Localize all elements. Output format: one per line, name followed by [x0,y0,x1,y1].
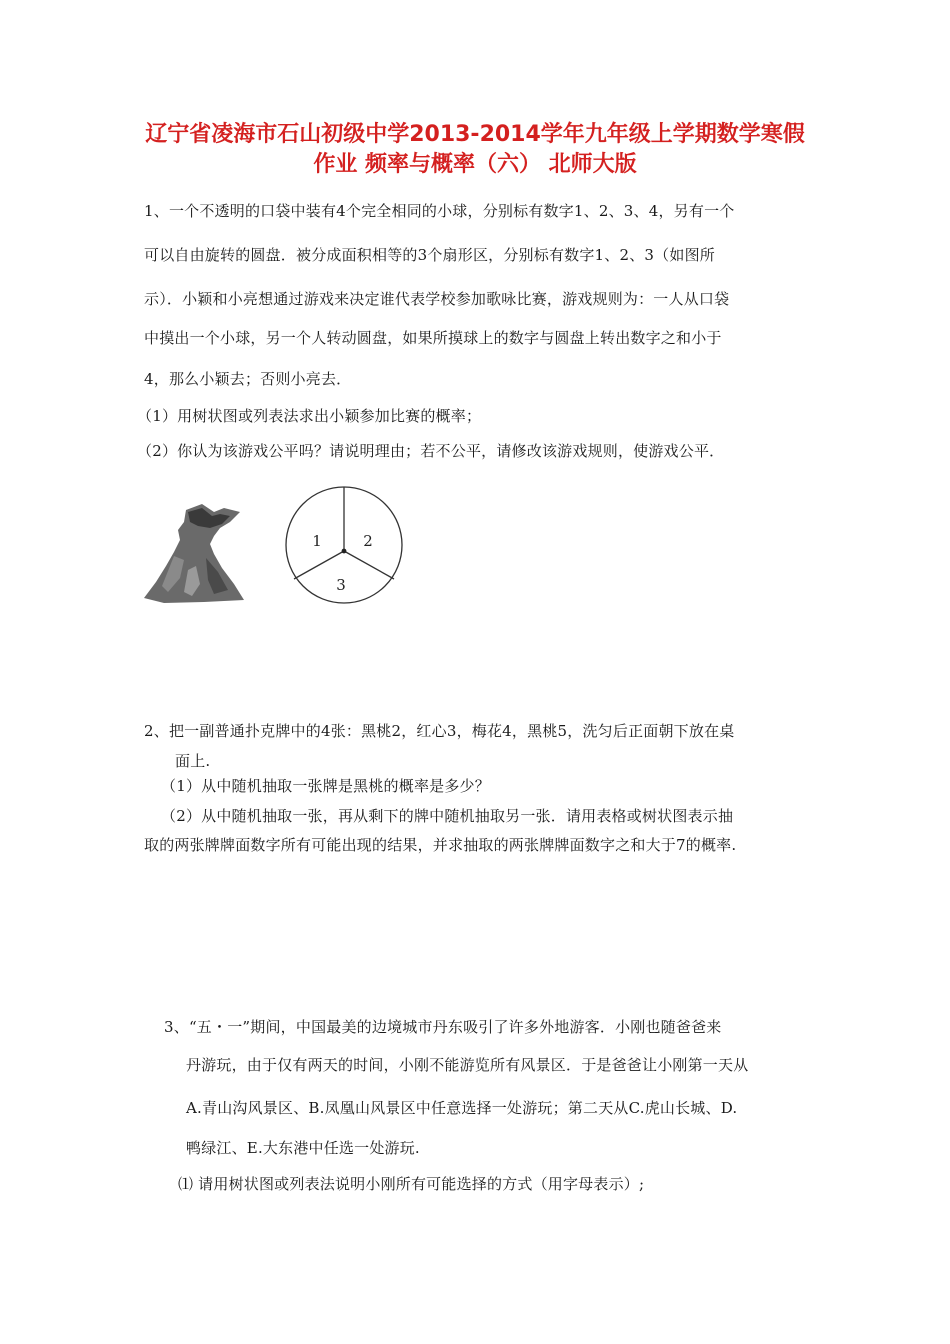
spinner-center-dot [342,549,347,554]
spinner-label-3: 3 [336,576,346,594]
q1-text-line-5: 4，那么小颖去；否则小亮去． [144,370,352,388]
q2-text-line-2: 面上. [175,752,211,770]
q2-subquestion-2-line-2: 取的两张牌牌面数字所有可能出现的结果，并求抽取的两张牌牌面数字之和大于7的概率. [144,836,737,854]
q1-text-line-2: 可以自由旋转的圆盘．被分成面积相等的3个扇形区，分别标有数字1、2、3（如图所 [144,246,715,264]
document-title [130,120,820,180]
q1-text-line-4: 中摸出一个小球，另一个人转动圆盘，如果所摸球上的数字与圆盘上转出数字之和小于 [144,329,722,347]
q3-text-line-1: 3、“五・一”期间，中国最美的边境城市丹东吸引了许多外地游客．小刚也随爸爸来 [164,1018,722,1036]
q2-subquestion-1: （1）从中随机抽取一张牌是黑桃的概率是多少？ [161,777,490,795]
title-line-1: 辽宁省凌海市石山初级中学2013-2014学年九年级上学期数学寒假 [145,122,805,147]
spinner-label-1: 1 [312,532,322,550]
q3-text-line-3: A.青山沟风景区、B.凤凰山风景区中任意选择一处游玩；第二天从C.虎山长城、D. [186,1099,738,1117]
spinner-disc [283,484,405,606]
q2-text-line-1: 2、把一副普通扑克牌中的4张：黑桃2，红心3，梅花4，黑桃5，洗匀后正面朝下放在桌 [144,722,735,740]
ball-bag-image [144,500,246,604]
title-line-2: 作业 频率与概率（六） 北师大版 [313,152,637,177]
q3-subquestion-1: ⑴ 请用树状图或列表法说明小刚所有可能选择的方式（用字母表示）; [178,1175,645,1193]
spinner-label-2: 2 [363,532,373,550]
q1-subquestion-1: （1）用树状图或列表法求出小颖参加比赛的概率； [137,407,482,425]
q3-text-line-4: 鸭绿江、E.大东港中任选一处游玩. [186,1139,420,1157]
q3-text-line-2: 丹游玩，由于仅有两天的时间，小刚不能游览所有风景区．于是爸爸让小刚第一天从 [186,1056,749,1074]
q2-subquestion-2-line-1: （2）从中随机抽取一张，再从剩下的牌中随机抽取另一张．请用表格或树状图表示抽 [161,807,734,825]
q1-subquestion-2: （2）你认为该游戏公平吗？请说明理由；若不公平，请修改该游戏规则，使游戏公平． [137,442,725,460]
q1-text-line-3: 示）．小颖和小亮想通过游戏来决定谁代表学校参加歌咏比赛，游戏规则为：一人从口袋 [144,290,730,308]
q1-text-line-1: 1、一个不透明的口袋中装有4个完全相同的小球，分别标有数字1、2、3、4，另有一个 [144,202,735,220]
